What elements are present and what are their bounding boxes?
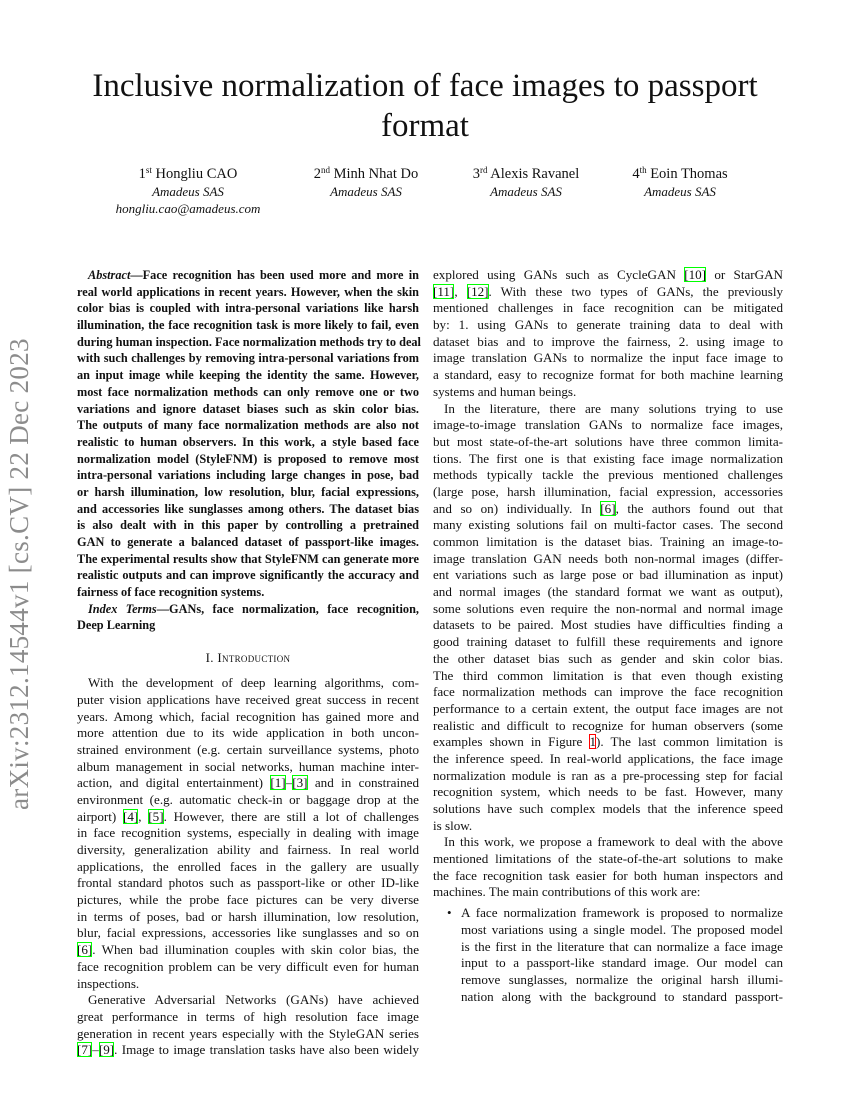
citation-link[interactable]: [4] (123, 808, 139, 824)
figure-link[interactable]: 1 (589, 734, 597, 750)
author-name: Alexis Ravanel (490, 166, 580, 182)
right-column: explored using GANs such as CycleGAN [10] or StarGAN [11], [12]. With these two types of GANs, the previously mentioned challenges in face recognition can be mitigated by: 1. using GANs to generate training data to deal with dataset bias and to improve the fairness, 2. using image to image translation GANs to normalize the input face image to a standard, easy to recognize format for both machine learning systems and human beings. In the literature, there are many solutions trying to use image-to-image translation GANs to normalize face images, but most state-of-the-art solutions have three common limita- tions. The first one is that existing face image normalization methods typically tackle the previous mentioned challenges (large pose, harsh illumination, facial expression, accessories and so on) individually. In [6], the authors found out that many existing solutions fail on multi-factor cases. The second common limitation is the dataset bias. Training an image-to- image translation GAN needs both non-normal images (differ- ent variations such as large pose or bad illumination as input) and normal images (the standard format we want as output), some solutions even require the non-normal and normal image datasets to be paired. Most studies have difficulties finding a good training dataset to fulfill these requirements and ignore the other dataset bias such as gender and skin color bias. The third common limitation is that even though existing face normalization methods can improve the face recognition performance to a certain extent, the output face images are not realistic and difficult to recognize for human observers (some examples shown in Figure 1). The last common limitation is the inference speed. In real-world applications, the face image normalization module is ran as a pre-processing step for facial recognition system, which needs to be fast. However, many solutions have such complex models that the inference speed is slow. In this work, we propose a framework to deal with the above mentioned limitations of the state-of-the-art solutions to make the face recognition task easier for both human inspectors and machines. The main contributions of this work are: • A face normalization framework is proposed to normalize most variations using a single model. The proposed model is the first in the literature that can normalize a face image input to a passport-like standard image. Our model can remove sunglasses, normalize the original harsh illumi- nation along with the background to standard passport- (433, 267, 783, 1004)
citation-link[interactable]: [10] (684, 267, 707, 282)
citation-link[interactable]: [11] (433, 283, 455, 299)
author-1: 1st Hongliu CAO Amadeus SAS hongliu.cao@amadeus.com (78, 166, 298, 217)
author-email[interactable]: hongliu.cao@amadeus.com (115, 201, 261, 216)
author-affiliation: Amadeus SAS (152, 184, 224, 199)
title-line-1: Inclusive normalization of face images to passport (92, 68, 758, 104)
citation-link[interactable]: [7] (77, 1042, 93, 1058)
citation-link[interactable]: [1] (270, 775, 286, 791)
citation-link[interactable]: [5] (148, 808, 164, 824)
contribution-list-item: • A face normalization framework is proposed to normalize most variations using a single model. The proposed model is the first in the literature that can normalize a face image input to a passport-like standard image. Our model can remove sunglasses, normalize the original harsh illumi- nation along with the background to standard passport- (447, 905, 783, 1004)
author-3: 3rd Alexis Ravanel Amadeus SAS (416, 166, 636, 200)
left-column (77, 267, 419, 1059)
author-4: 4th Eoin Thomas Amadeus SAS (570, 166, 790, 200)
section-heading-introduction: I. Introduction (205, 650, 291, 666)
index-terms: Index Terms—GANs, face normalization, face recognition, (88, 601, 419, 616)
author-name: Minh Nhat Do (333, 166, 419, 182)
author-affiliation: Amadeus SAS (490, 184, 562, 199)
author-affiliation: Amadeus SAS (644, 184, 716, 199)
arxiv-stamp: arXiv:2312.14544v1 [cs.CV] 22 Dec 2023 (4, 338, 34, 810)
paper-title (60, 66, 790, 146)
author-name: Eoin Thomas (650, 166, 728, 182)
abstract: Abstract—Face recognition has been used more and more in real world applications in recent years. However, when the skin color bias is coupled with intra-personal variations like harsh illumination, the face recognition task is more likely to fail, even during human inspection. Face normalization methods try to deal with such challenges by removing intra-personal variations from an input image while keeping the identity the same. However, most face normalization methods can only remove one or two variations and ignore dataset biases such as skin color bias. The outputs of many face normalization methods are also not realistic to human observers. In this work, a style based face normalization model (StyleFNM) is proposed to remove most intra-personal variations including large changes in pose, bad or harsh illumination, low resolution, blur, facial expressions, and accessories like sunglasses among others. The dataset bias is also dealt with in this paper by controlling a pretrained GAN to generate a balanced dataset of passport-like images. The experimental results show that StyleFNM can generate more realistic outputs and can improve significantly the accuracy and fairness of face recognition systems. Index Terms—GANs, face normalization, face recognition, Deep Learning (77, 268, 421, 633)
abstract-label: Abstract (88, 268, 131, 282)
author-name: Hongliu CAO (155, 166, 238, 182)
citation-link[interactable]: [12] (466, 283, 489, 299)
author-affiliation: Amadeus SAS (330, 184, 402, 199)
citation-link[interactable]: [3] (292, 775, 308, 791)
title-line-2: format (381, 108, 469, 144)
citation-link[interactable]: [6] (77, 942, 93, 958)
author-2: 2nd Minh Nhat Do Amadeus SAS (256, 166, 476, 200)
author-list (0, 166, 850, 226)
bullet-icon: • (447, 905, 452, 921)
citation-link[interactable]: [6] (600, 500, 616, 516)
citation-link[interactable]: [9] (98, 1042, 115, 1058)
introduction-text: With the development of deep learning algorithms, com- puter vision applications have received great success in recent years. Among which, facial recognition has gained more and more attention due to its wide application in both uncon- strained environment (e.g. certain surveillance systems, photo album management in social networks, human machine inter- action, and digital entertainment) [1]–[3] and in constrained environment (e.g. automatic check-in or baggage drop at the airport) [4], [5]. However, there are still a lot of challenges in face recognition systems, especially in dealing with image diversity, generalization ability and fairness. In real world applications, the enrolled faces in the gallery are usually frontal standard photos such as passport-like or other ID-like pictures, while the probe face pictures can be very diverse in terms of poses, bad or harsh illumination, low resolution, blur, facial expressions, accessories like sunglasses and so on [6]. When bad illumination couples with skin color bias, the face recognition problem can be very difficult even for human inspections. Generative Adversarial Networks (GANs) have achieved great performance in terms of high resolution face image generation in recent years especially with the StyleGAN series [7]–[9]. Image to image translation tasks have also been widely (77, 675, 419, 1058)
